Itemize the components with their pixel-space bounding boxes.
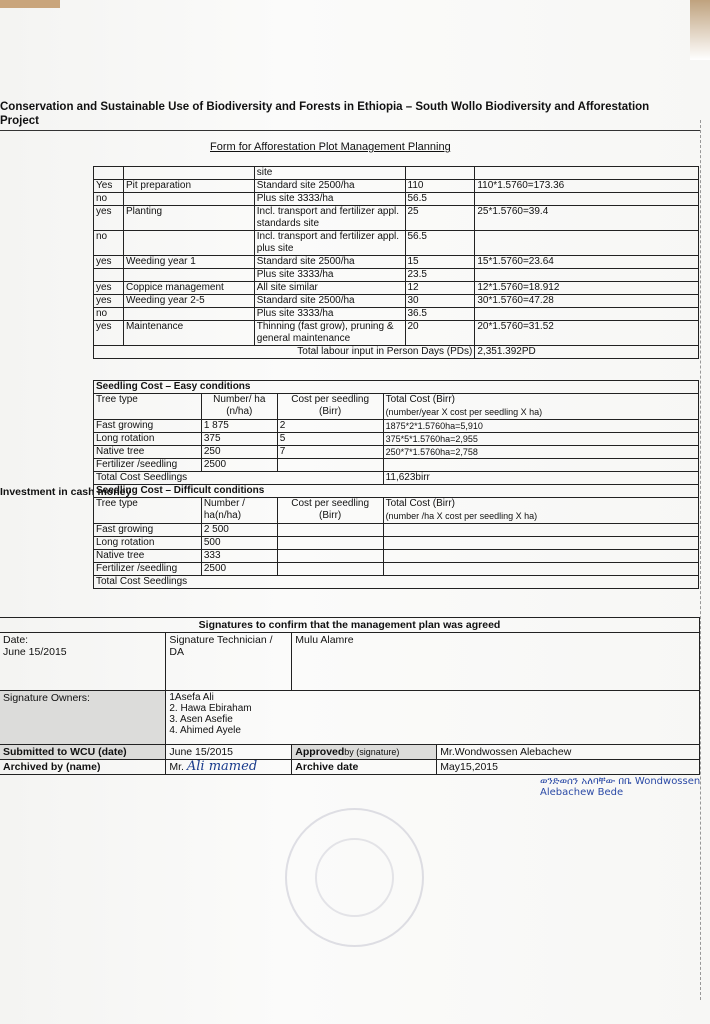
table-row xyxy=(94,433,699,446)
labour-total-value: 2,351.392PD xyxy=(475,346,699,359)
labour-detail: Incl. transport and fertilizer appl. plus site xyxy=(254,231,405,256)
difficult-cost xyxy=(277,550,383,563)
archive-date-label: Archive date xyxy=(292,760,437,775)
easy-number: 2500 xyxy=(201,459,277,472)
labour-yes-no: Yes xyxy=(94,180,124,193)
table-row xyxy=(94,193,699,206)
table-row xyxy=(94,206,699,231)
labour-detail: Incl. transport and fertilizer appl. standards site xyxy=(254,206,405,231)
labour-calculation: 25*1.5760=39.4 xyxy=(475,206,699,231)
easy-total: 375*5*1.5760ha=2,955 xyxy=(383,433,698,446)
difficult-header-type: Tree type xyxy=(94,498,202,524)
easy-tree-type: Fertilizer /seedling xyxy=(94,459,202,472)
approved-name: Mr.Wondwossen Alebachew xyxy=(437,745,700,760)
labour-activity xyxy=(123,167,254,180)
approved-label-cell xyxy=(292,745,437,760)
labour-calculation: 15*1.5760=23.64 xyxy=(475,256,699,269)
table-row xyxy=(94,256,699,269)
table-row xyxy=(94,231,699,256)
difficult-tree-type: Native tree xyxy=(94,550,202,563)
table-row xyxy=(94,420,699,433)
labour-activity: Maintenance xyxy=(123,321,254,346)
easy-total xyxy=(383,459,698,472)
labour-detail: Plus site 3333/ha xyxy=(254,269,405,282)
labour-quantity: 110 xyxy=(405,180,475,193)
difficult-header-note: (number /ha X cost per seedling X ha) xyxy=(385,511,538,521)
difficult-number: 2 500 xyxy=(201,524,277,537)
submitted-label: Submitted to WCU (date) xyxy=(0,745,166,760)
approved-suffix: by (signature) xyxy=(344,747,400,757)
difficult-total xyxy=(383,550,698,563)
easy-total: 1875*2*1.5760ha=5,910 xyxy=(383,420,698,433)
easy-header-type: Tree type xyxy=(94,394,202,420)
difficult-cost xyxy=(277,537,383,550)
archived-signature: Ali mamed xyxy=(186,759,258,774)
investment-label: Investment in cash money xyxy=(0,486,132,498)
easy-header-total xyxy=(383,394,698,420)
easy-number: 1 875 xyxy=(201,420,277,433)
paper-corner-right xyxy=(690,0,710,60)
table-row xyxy=(94,269,699,282)
table-row xyxy=(94,459,699,472)
difficult-title: Seedling Cost – Difficult conditions xyxy=(94,485,699,498)
date-cell xyxy=(0,633,166,691)
table-row xyxy=(94,282,699,295)
difficult-header-cost: Cost per seedling (Birr) xyxy=(277,498,383,524)
difficult-number: 333 xyxy=(201,550,277,563)
labour-quantity: 56.5 xyxy=(405,231,475,256)
easy-tree-type: Fast growing xyxy=(94,420,202,433)
labour-detail: Plus site 3333/ha xyxy=(254,193,405,206)
easy-cost xyxy=(277,459,383,472)
easy-cost: 2 xyxy=(277,420,383,433)
table-row xyxy=(94,563,699,576)
difficult-total xyxy=(383,537,698,550)
difficult-total xyxy=(383,563,698,576)
easy-total: 250*7*1.5760ha=2,758 xyxy=(383,446,698,459)
owners-list xyxy=(166,691,700,745)
table-row xyxy=(94,180,699,193)
easy-cost: 7 xyxy=(277,446,383,459)
labour-quantity: 20 xyxy=(405,321,475,346)
easy-header-number: Number/ ha (n/ha) xyxy=(201,394,277,420)
difficult-cost xyxy=(277,563,383,576)
labour-detail: Plus site 3333/ha xyxy=(254,308,405,321)
labour-yes-no: yes xyxy=(94,282,124,295)
submitted-date: June 15/2015 xyxy=(166,745,292,760)
table-row xyxy=(94,446,699,459)
labour-calculation xyxy=(475,308,699,321)
approved-label: Approved xyxy=(295,746,345,758)
labour-quantity: 25 xyxy=(405,206,475,231)
owner-name: 1Asefa Ali xyxy=(169,692,214,703)
project-title xyxy=(0,100,700,131)
labour-detail: Standard site 2500/ha xyxy=(254,180,405,193)
labour-calculation xyxy=(475,193,699,206)
paper-corner xyxy=(0,0,60,8)
labour-quantity: 12 xyxy=(405,282,475,295)
labour-calculation xyxy=(475,269,699,282)
table-row xyxy=(94,550,699,563)
labour-activity: Planting xyxy=(123,206,254,231)
easy-tree-type: Native tree xyxy=(94,446,202,459)
labour-yes-no xyxy=(94,269,124,282)
labour-quantity: 56.5 xyxy=(405,193,475,206)
project-title-line2: Project xyxy=(0,115,39,127)
table-row xyxy=(94,524,699,537)
project-title-line1: Conservation and Sustainable Use of Biodiversity and Forests in Ethiopia – South Wollo Biodiversity and Afforestation xyxy=(0,101,650,113)
easy-header-total-label: Total Cost (Birr) xyxy=(385,394,456,405)
labour-yes-no: yes xyxy=(94,295,124,308)
difficult-header-total xyxy=(383,498,698,524)
owner-name: 2. Hawa Ebiraham xyxy=(169,703,252,714)
labour-detail: Thinning (fast grow), pruning & general maintenance xyxy=(254,321,405,346)
labour-calculation xyxy=(475,231,699,256)
difficult-tree-type: Fertilizer /seedling xyxy=(94,563,202,576)
labour-activity: Pit preparation xyxy=(123,180,254,193)
labour-calculation: 12*1.5760=18.912 xyxy=(475,282,699,295)
labour-yes-no xyxy=(94,167,124,180)
easy-total-label: Total Cost Seedlings xyxy=(94,472,384,485)
difficult-tree-type: Fast growing xyxy=(94,524,202,537)
labour-activity: Coppice management xyxy=(123,282,254,295)
table-row xyxy=(94,321,699,346)
labour-detail: site xyxy=(254,167,405,180)
labour-yes-no: yes xyxy=(94,206,124,231)
signature-table xyxy=(0,617,700,775)
labour-detail: All site similar xyxy=(254,282,405,295)
labour-quantity: 30 xyxy=(405,295,475,308)
labour-calculation: 30*1.5760=47.28 xyxy=(475,295,699,308)
owners-label: Signature Owners: xyxy=(0,691,166,745)
date-value: June 15/2015 xyxy=(3,646,67,658)
form-title: Form for Afforestation Plot Management Planning xyxy=(210,141,451,153)
difficult-header-number: Number / ha(n/ha) xyxy=(201,498,277,524)
technician-name: Mulu Alamre xyxy=(292,633,700,691)
scan-edge xyxy=(700,120,705,1000)
archive-date-value: May15,2015 xyxy=(437,760,700,775)
labour-activity xyxy=(123,231,254,256)
owner-name: 3. Asen Asefie xyxy=(169,714,233,725)
archived-cell xyxy=(166,760,292,775)
labour-table xyxy=(93,166,699,359)
easy-cost: 5 xyxy=(277,433,383,446)
archived-label: Archived by (name) xyxy=(0,760,166,775)
labour-calculation xyxy=(475,167,699,180)
difficult-number: 500 xyxy=(201,537,277,550)
easy-header-note: (number/year X cost per seedling X ha) xyxy=(385,407,543,417)
labour-yes-no: no xyxy=(94,193,124,206)
difficult-cost xyxy=(277,524,383,537)
difficult-total-label: Total Cost Seedlings xyxy=(94,576,699,589)
labour-calculation: 20*1.5760=31.52 xyxy=(475,321,699,346)
labour-yes-no: yes xyxy=(94,321,124,346)
table-row xyxy=(94,537,699,550)
labour-calculation: 110*1.5760=173.36 xyxy=(475,180,699,193)
official-stamp-inner xyxy=(315,838,394,917)
labour-activity xyxy=(123,193,254,206)
labour-yes-no: no xyxy=(94,231,124,256)
difficult-number: 2500 xyxy=(201,563,277,576)
labour-activity xyxy=(123,269,254,282)
labour-quantity: 36.5 xyxy=(405,308,475,321)
owner-name: 4. Ahimed Ayele xyxy=(169,725,241,736)
easy-total-value: 11,623birr xyxy=(383,472,698,485)
easy-number: 375 xyxy=(201,433,277,446)
difficult-tree-type: Long rotation xyxy=(94,537,202,550)
labour-detail: Standard site 2500/ha xyxy=(254,256,405,269)
table-row xyxy=(94,308,699,321)
labour-quantity: 23.5 xyxy=(405,269,475,282)
signatures-heading: Signatures to confirm that the management plan was agreed xyxy=(0,618,700,633)
labour-activity: Weeding year 2-5 xyxy=(123,295,254,308)
labour-yes-no: yes xyxy=(94,256,124,269)
difficult-total xyxy=(383,524,698,537)
labour-activity: Weeding year 1 xyxy=(123,256,254,269)
easy-number: 250 xyxy=(201,446,277,459)
labour-activity xyxy=(123,308,254,321)
labour-total-label: Total labour input in Person Days (PDs) xyxy=(94,346,475,359)
approval-stamp-signature: ወንድወሰን አለባቸው በቤ Wondwossen Alebachew Bede xyxy=(540,776,701,798)
easy-title: Seedling Cost – Easy conditions xyxy=(94,381,699,394)
technician-label: Signature Technician / DA xyxy=(166,633,292,691)
labour-detail: Standard site 2500/ha xyxy=(254,295,405,308)
easy-tree-type: Long rotation xyxy=(94,433,202,446)
labour-yes-no: no xyxy=(94,308,124,321)
labour-quantity xyxy=(405,167,475,180)
seedling-cost-table xyxy=(93,380,699,589)
archived-prefix: Mr. xyxy=(169,761,184,773)
table-row xyxy=(94,295,699,308)
labour-quantity: 15 xyxy=(405,256,475,269)
difficult-header-total-label: Total Cost (Birr) xyxy=(385,498,456,509)
easy-header-cost: Cost per seedling (Birr) xyxy=(277,394,383,420)
table-row xyxy=(94,167,699,180)
date-label: Date: xyxy=(3,634,29,646)
